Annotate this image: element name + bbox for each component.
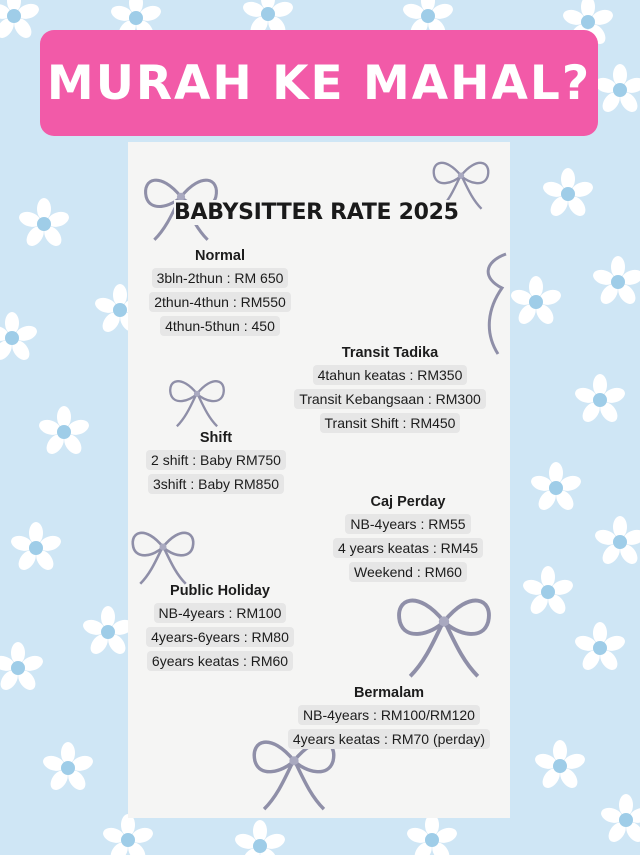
daisy-icon: [520, 564, 576, 620]
ribbon-tail-icon: [476, 248, 510, 358]
rate-line: NB-4years : RM100: [154, 603, 287, 623]
daisy-icon: [532, 738, 588, 794]
rate-card: [128, 142, 510, 818]
daisy-icon: [592, 514, 640, 570]
headline-banner: [40, 30, 598, 136]
daisy-icon: [0, 310, 40, 366]
rate-line: 4 years keatas : RM45: [333, 538, 483, 558]
rate-line: 4thun-5thun : 450: [160, 316, 280, 336]
daisy-icon: [572, 372, 628, 428]
daisy-icon: [598, 792, 640, 848]
daisy-icon: [40, 740, 96, 796]
daisy-icon: [590, 254, 640, 310]
daisy-icon: [16, 196, 72, 252]
section-transit-tadika: [278, 345, 502, 437]
rate-line: 3bln-2thun : RM 650: [152, 268, 289, 288]
rate-line: Transit Shift : RM450: [320, 413, 461, 433]
daisy-icon: [540, 166, 596, 222]
rate-line: 4tahun keatas : RM350: [313, 365, 468, 385]
daisy-icon: [528, 460, 584, 516]
rate-line: 4years-6years : RM80: [146, 627, 294, 647]
section-title: Transit Tadika: [341, 345, 439, 361]
daisy-icon: [592, 62, 640, 118]
section-title: Bermalam: [353, 685, 425, 701]
rate-line: 2 shift : Baby RM750: [146, 450, 286, 470]
daisy-icon: [100, 812, 156, 855]
section-public-holiday: [128, 583, 312, 675]
ribbon-bow-icon: [392, 582, 496, 682]
headline-title: MURAH KE MAHAL?: [46, 55, 592, 111]
daisy-icon: [404, 812, 460, 855]
section-caj-perday: [316, 494, 500, 586]
daisy-icon: [0, 0, 42, 44]
section-normal: [128, 248, 312, 340]
daisy-icon: [36, 404, 92, 460]
rate-line: NB-4years : RM55: [345, 514, 470, 534]
daisy-icon: [0, 640, 46, 696]
ribbon-bow-icon: [166, 368, 228, 432]
section-title: Shift: [199, 430, 233, 446]
section-shift: [128, 430, 304, 498]
rate-line: Weekend : RM60: [349, 562, 467, 582]
card-title: BABYSITTER RATE 2025: [174, 200, 459, 225]
rate-line: NB-4years : RM100/RM120: [298, 705, 480, 725]
rate-line: 3shift : Baby RM850: [148, 474, 284, 494]
daisy-icon: [508, 274, 564, 330]
daisy-icon: [572, 620, 628, 676]
rate-line: Transit Kebangsaan : RM300: [294, 389, 486, 409]
section-title: Normal: [195, 248, 245, 264]
daisy-icon: [232, 818, 288, 855]
daisy-icon: [8, 520, 64, 576]
rate-line: 6years keatas : RM60: [147, 651, 293, 671]
rate-line: 4years keatas : RM70 (perday): [288, 729, 490, 749]
section-title: Caj Perday: [370, 494, 446, 510]
section-title: Public Holiday: [170, 583, 270, 599]
section-bermalam: [274, 685, 504, 753]
rate-line: 2thun-4thun : RM550: [149, 292, 291, 312]
